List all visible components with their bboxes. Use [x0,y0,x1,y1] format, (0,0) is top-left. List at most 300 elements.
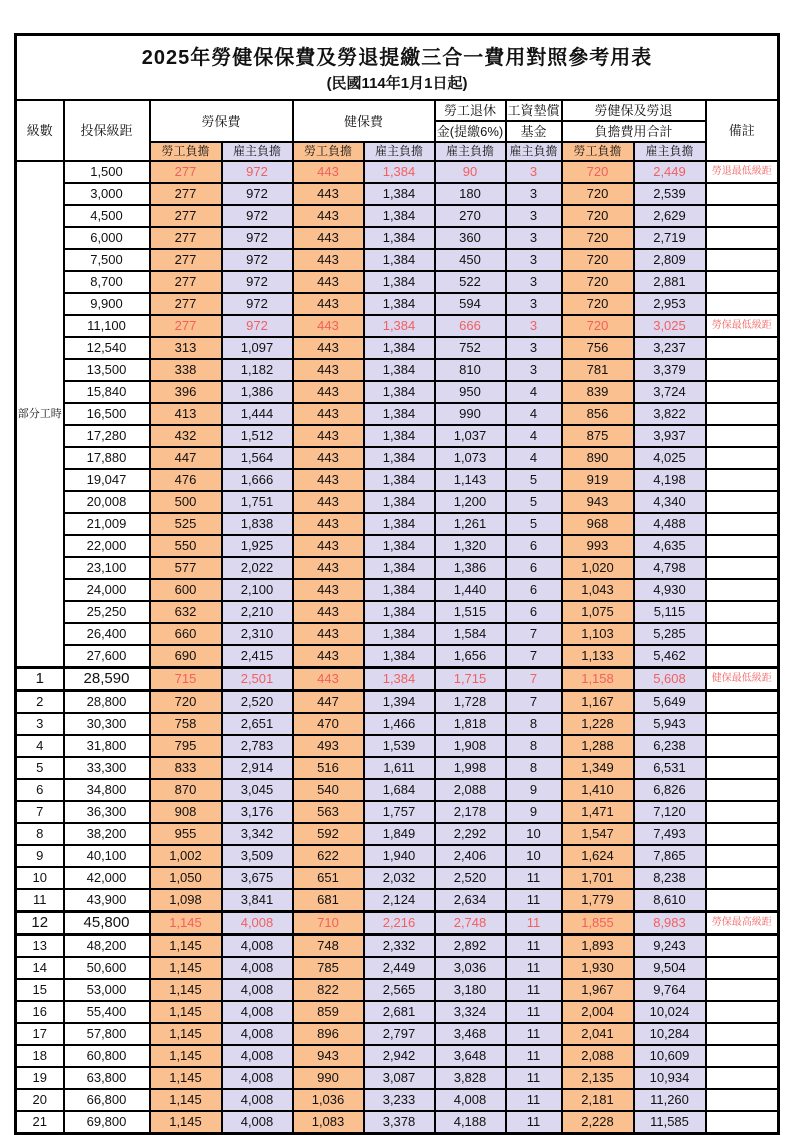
bracket-cell: 33,300 [64,757,150,779]
health-employee-cell: 443 [293,249,364,271]
table-row [16,757,779,779]
labor-employee-cell: 313 [150,337,222,359]
labor-employer-cell: 2,022 [222,557,293,579]
remark-cell [706,601,779,623]
table-row [16,735,779,757]
total-employer-cell: 9,764 [634,979,706,1001]
pension-employer-cell: 594 [435,293,506,315]
bracket-cell: 17,880 [64,447,150,469]
header-remark: 備註 [706,100,779,161]
pension-employer-cell: 450 [435,249,506,271]
level-cell: 10 [16,867,64,889]
table-row [16,337,779,359]
labor-employee-cell: 870 [150,779,222,801]
total-employee-cell: 756 [562,337,634,359]
total-employee-cell: 1,228 [562,713,634,735]
labor-employer-cell: 4,008 [222,1111,293,1134]
total-employee-cell: 1,893 [562,935,634,958]
subheader-labor-employer: 雇主負擔 [222,142,293,161]
remark-cell [706,801,779,823]
health-employer-cell: 1,384 [364,183,435,205]
labor-employer-cell: 972 [222,205,293,227]
total-employee-cell: 968 [562,513,634,535]
health-employee-cell: 447 [293,691,364,714]
level-cell: 2 [16,691,64,714]
bracket-cell: 40,100 [64,845,150,867]
health-employee-cell: 443 [293,513,364,535]
header-pension-line1: 勞工退休 [435,100,506,121]
bracket-cell: 57,800 [64,1023,150,1045]
total-employer-cell: 6,826 [634,779,706,801]
health-employer-cell: 1,384 [364,579,435,601]
labor-employer-cell: 4,008 [222,1067,293,1089]
health-employee-cell: 443 [293,425,364,447]
bracket-cell: 12,540 [64,337,150,359]
remark-cell [706,359,779,381]
pension-employer-cell: 1,143 [435,469,506,491]
health-employer-cell: 1,539 [364,735,435,757]
total-employee-cell: 919 [562,469,634,491]
health-employee-cell: 443 [293,271,364,293]
health-employer-cell: 3,378 [364,1111,435,1134]
table-row [16,1023,779,1045]
header-health-fee: 健保費 [293,100,435,142]
bracket-cell: 43,900 [64,889,150,912]
pension-employer-cell: 3,828 [435,1067,506,1089]
labor-employee-cell: 1,002 [150,845,222,867]
level-cell: 3 [16,713,64,735]
remark-cell [706,1045,779,1067]
labor-employer-cell: 3,342 [222,823,293,845]
total-employee-cell: 2,088 [562,1045,634,1067]
table-title-cell [16,35,779,101]
total-employer-cell: 7,865 [634,845,706,867]
total-employee-cell: 720 [562,315,634,337]
fund-employer-cell: 11 [506,1067,562,1089]
labor-employee-cell: 908 [150,801,222,823]
fund-employer-cell: 3 [506,315,562,337]
bracket-cell: 38,200 [64,823,150,845]
remark-cell [706,447,779,469]
fund-employer-cell: 11 [506,912,562,935]
labor-employee-cell: 1,145 [150,912,222,935]
remark-cell [706,979,779,1001]
fund-employer-cell: 8 [506,713,562,735]
health-employer-cell: 1,384 [364,623,435,645]
fund-employer-cell: 3 [506,249,562,271]
bracket-cell: 13,500 [64,359,150,381]
bracket-cell: 31,800 [64,735,150,757]
fund-employer-cell: 3 [506,293,562,315]
labor-employer-cell: 972 [222,183,293,205]
remark-cell [706,535,779,557]
bracket-cell: 16,500 [64,403,150,425]
labor-employer-cell: 2,914 [222,757,293,779]
total-employee-cell: 1,349 [562,757,634,779]
page-subtitle: (民國114年1月1日起) [326,75,468,92]
pension-employer-cell: 1,200 [435,491,506,513]
health-employer-cell: 1,384 [364,249,435,271]
pension-employer-cell: 2,292 [435,823,506,845]
table-row [16,557,779,579]
health-employer-cell: 2,332 [364,935,435,958]
remark-cell [706,227,779,249]
health-employee-cell: 443 [293,359,364,381]
labor-employer-cell: 1,512 [222,425,293,447]
remark-cell [706,1089,779,1111]
total-employer-cell: 6,531 [634,757,706,779]
table-row [16,205,779,227]
labor-employer-cell: 972 [222,249,293,271]
health-employee-cell: 443 [293,447,364,469]
health-employer-cell: 1,384 [364,668,435,691]
labor-employer-cell: 2,783 [222,735,293,757]
fund-employer-cell: 7 [506,668,562,691]
total-employer-cell: 5,285 [634,623,706,645]
table-body [16,35,779,1134]
labor-employer-cell: 3,176 [222,801,293,823]
health-employee-cell: 859 [293,1001,364,1023]
health-employer-cell: 1,384 [364,271,435,293]
total-employer-cell: 10,284 [634,1023,706,1045]
health-employer-cell: 1,384 [364,315,435,337]
bracket-cell: 17,280 [64,425,150,447]
fund-employer-cell: 8 [506,735,562,757]
table-row [16,1067,779,1089]
total-employee-cell: 1,133 [562,645,634,668]
fund-employer-cell: 10 [506,845,562,867]
fund-employer-cell: 4 [506,447,562,469]
labor-employee-cell: 577 [150,557,222,579]
bracket-cell: 28,590 [64,668,150,691]
labor-employee-cell: 1,145 [150,1045,222,1067]
total-employee-cell: 720 [562,205,634,227]
health-employer-cell: 3,087 [364,1067,435,1089]
health-employee-cell: 443 [293,381,364,403]
health-employer-cell: 1,384 [364,293,435,315]
reference-table-sheet [14,33,780,1135]
labor-employer-cell: 4,008 [222,1023,293,1045]
level-cell: 5 [16,757,64,779]
total-employee-cell: 1,779 [562,889,634,912]
fund-employer-cell: 3 [506,227,562,249]
labor-employee-cell: 1,145 [150,1089,222,1111]
bracket-cell: 15,840 [64,381,150,403]
total-employee-cell: 875 [562,425,634,447]
total-employee-cell: 720 [562,293,634,315]
pension-employer-cell: 1,261 [435,513,506,535]
level-cell: 14 [16,957,64,979]
labor-employer-cell: 1,564 [222,447,293,469]
total-employer-cell: 7,493 [634,823,706,845]
health-employer-cell: 1,384 [364,645,435,668]
total-employer-cell: 2,629 [634,205,706,227]
health-employee-cell: 785 [293,957,364,979]
pension-employer-cell: 2,406 [435,845,506,867]
bracket-cell: 22,000 [64,535,150,557]
pension-employer-cell: 666 [435,315,506,337]
total-employer-cell: 5,943 [634,713,706,735]
labor-employee-cell: 1,145 [150,1023,222,1045]
total-employee-cell: 1,288 [562,735,634,757]
remark-cell [706,579,779,601]
fund-employer-cell: 7 [506,623,562,645]
table-row [16,889,779,912]
pension-employer-cell: 2,748 [435,912,506,935]
table-row [16,579,779,601]
total-employer-cell: 11,585 [634,1111,706,1134]
table-row [16,1111,779,1134]
total-employer-cell: 3,937 [634,425,706,447]
remark-cell [706,557,779,579]
table-row [16,691,779,714]
total-employee-cell: 2,181 [562,1089,634,1111]
remark-cell [706,1001,779,1023]
labor-employer-cell: 972 [222,293,293,315]
total-employer-cell: 8,983 [634,912,706,935]
fund-employer-cell: 11 [506,889,562,912]
bracket-cell: 69,800 [64,1111,150,1134]
labor-employer-cell: 1,838 [222,513,293,535]
remark-cell [706,623,779,645]
header-wage-fund-line2: 基金 [506,121,562,142]
remark-cell [706,1023,779,1045]
fund-employer-cell: 8 [506,757,562,779]
total-employee-cell: 1,167 [562,691,634,714]
health-employer-cell: 1,384 [364,359,435,381]
fund-employer-cell: 11 [506,935,562,958]
health-employer-cell: 1,940 [364,845,435,867]
labor-employee-cell: 690 [150,645,222,668]
health-employer-cell: 1,384 [364,403,435,425]
table-row [16,867,779,889]
remark-cell [706,469,779,491]
table-row [16,227,779,249]
pension-employer-cell: 1,656 [435,645,506,668]
health-employee-cell: 443 [293,623,364,645]
labor-employee-cell: 277 [150,161,222,183]
remark-cell [706,691,779,714]
remark-cell [706,337,779,359]
health-employer-cell: 1,466 [364,713,435,735]
fund-employer-cell: 11 [506,979,562,1001]
header-total-line1: 勞健保及勞退 [562,100,706,121]
part-time-group-cell: 部分工時 [16,161,64,668]
total-employee-cell: 2,041 [562,1023,634,1045]
table-row [16,801,779,823]
table-row [16,779,779,801]
bracket-cell: 19,047 [64,469,150,491]
level-cell: 9 [16,845,64,867]
level-cell: 7 [16,801,64,823]
health-employer-cell: 1,384 [364,601,435,623]
labor-employer-cell: 972 [222,315,293,337]
table-row [16,713,779,735]
health-employer-cell: 1,384 [364,491,435,513]
labor-employee-cell: 1,145 [150,1001,222,1023]
health-employer-cell: 2,216 [364,912,435,935]
labor-employee-cell: 1,098 [150,889,222,912]
table-row [16,1001,779,1023]
pension-employer-cell: 2,088 [435,779,506,801]
labor-employee-cell: 795 [150,735,222,757]
health-employer-cell: 2,797 [364,1023,435,1045]
total-employer-cell: 10,024 [634,1001,706,1023]
labor-employee-cell: 758 [150,713,222,735]
total-employer-cell: 4,798 [634,557,706,579]
total-employer-cell: 5,649 [634,691,706,714]
health-employee-cell: 443 [293,601,364,623]
pension-employer-cell: 990 [435,403,506,425]
health-employer-cell: 1,849 [364,823,435,845]
page-title: 2025年勞健保保費及勞退提繳三合一費用對照參考用表 [141,47,653,69]
total-employee-cell: 720 [562,161,634,183]
health-employee-cell: 493 [293,735,364,757]
total-employer-cell: 3,724 [634,381,706,403]
remark-cell [706,645,779,668]
bracket-cell: 21,009 [64,513,150,535]
fund-employer-cell: 11 [506,867,562,889]
bracket-cell: 20,008 [64,491,150,513]
bracket-cell: 9,900 [64,293,150,315]
remark-cell [706,867,779,889]
subheader-pension-employer: 雇主負擔 [435,142,506,161]
total-employer-cell: 10,934 [634,1067,706,1089]
labor-employee-cell: 720 [150,691,222,714]
pension-employer-cell: 1,998 [435,757,506,779]
total-employee-cell: 1,967 [562,979,634,1001]
remark-cell [706,293,779,315]
total-employer-cell: 2,719 [634,227,706,249]
table-row [16,447,779,469]
total-employer-cell: 2,881 [634,271,706,293]
pension-employer-cell: 1,818 [435,713,506,735]
total-employer-cell: 3,379 [634,359,706,381]
health-employer-cell: 1,611 [364,757,435,779]
fund-employer-cell: 11 [506,1023,562,1045]
labor-employer-cell: 2,210 [222,601,293,623]
pension-employer-cell: 1,515 [435,601,506,623]
health-employer-cell: 2,124 [364,889,435,912]
health-employer-cell: 2,449 [364,957,435,979]
total-employee-cell: 993 [562,535,634,557]
labor-employer-cell: 4,008 [222,1001,293,1023]
total-employee-cell: 856 [562,403,634,425]
fund-employer-cell: 7 [506,691,562,714]
total-employer-cell: 3,822 [634,403,706,425]
total-employee-cell: 720 [562,227,634,249]
table-row [16,183,779,205]
pension-employer-cell: 522 [435,271,506,293]
health-employer-cell: 2,942 [364,1045,435,1067]
table-row [16,823,779,845]
total-employee-cell: 1,075 [562,601,634,623]
pension-employer-cell: 90 [435,161,506,183]
pension-employer-cell: 1,715 [435,668,506,691]
remark-cell [706,735,779,757]
pension-employer-cell: 1,320 [435,535,506,557]
health-employer-cell: 1,384 [364,205,435,227]
total-employee-cell: 1,043 [562,579,634,601]
health-employee-cell: 563 [293,801,364,823]
pension-employer-cell: 2,634 [435,889,506,912]
labor-employer-cell: 1,444 [222,403,293,425]
fund-employer-cell: 10 [506,823,562,845]
total-employee-cell: 839 [562,381,634,403]
health-employer-cell: 1,384 [364,381,435,403]
fee-table [14,33,780,1135]
labor-employer-cell: 2,651 [222,713,293,735]
level-cell: 4 [16,735,64,757]
labor-employee-cell: 277 [150,205,222,227]
pension-employer-cell: 3,324 [435,1001,506,1023]
pension-employer-cell: 2,520 [435,867,506,889]
remark-cell: 勞保最高級距 [706,912,779,935]
table-row [16,535,779,557]
remark-cell: 勞保最低級距 [706,315,779,337]
fund-employer-cell: 7 [506,645,562,668]
pension-employer-cell: 180 [435,183,506,205]
labor-employee-cell: 396 [150,381,222,403]
pension-employer-cell: 4,008 [435,1089,506,1111]
table-row [16,935,779,958]
total-employee-cell: 720 [562,183,634,205]
health-employer-cell: 1,384 [364,535,435,557]
table-row [16,425,779,447]
labor-employee-cell: 1,145 [150,1111,222,1134]
fund-employer-cell: 9 [506,801,562,823]
bracket-cell: 3,000 [64,183,150,205]
remark-cell [706,957,779,979]
pension-employer-cell: 1,073 [435,447,506,469]
health-employee-cell: 443 [293,205,364,227]
total-employer-cell: 5,462 [634,645,706,668]
health-employer-cell: 1,384 [364,425,435,447]
bracket-cell: 7,500 [64,249,150,271]
fund-employer-cell: 11 [506,1111,562,1134]
level-cell: 18 [16,1045,64,1067]
level-cell: 20 [16,1089,64,1111]
total-employer-cell: 8,238 [634,867,706,889]
total-employee-cell: 1,471 [562,801,634,823]
total-employer-cell: 4,340 [634,491,706,513]
bracket-cell: 6,000 [64,227,150,249]
health-employee-cell: 943 [293,1045,364,1067]
table-row [16,403,779,425]
health-employer-cell: 2,681 [364,1001,435,1023]
total-employer-cell: 2,449 [634,161,706,183]
remark-cell [706,513,779,535]
labor-employee-cell: 833 [150,757,222,779]
labor-employee-cell: 660 [150,623,222,645]
table-row [16,315,779,337]
fund-employer-cell: 11 [506,1089,562,1111]
level-cell: 16 [16,1001,64,1023]
bracket-cell: 63,800 [64,1067,150,1089]
total-employer-cell: 4,025 [634,447,706,469]
level-cell: 6 [16,779,64,801]
total-employee-cell: 1,410 [562,779,634,801]
remark-cell [706,845,779,867]
level-cell: 11 [16,889,64,912]
bracket-cell: 28,800 [64,691,150,714]
total-employer-cell: 4,488 [634,513,706,535]
health-employee-cell: 710 [293,912,364,935]
table-row [16,845,779,867]
health-employee-cell: 651 [293,867,364,889]
labor-employee-cell: 525 [150,513,222,535]
total-employee-cell: 1,855 [562,912,634,935]
